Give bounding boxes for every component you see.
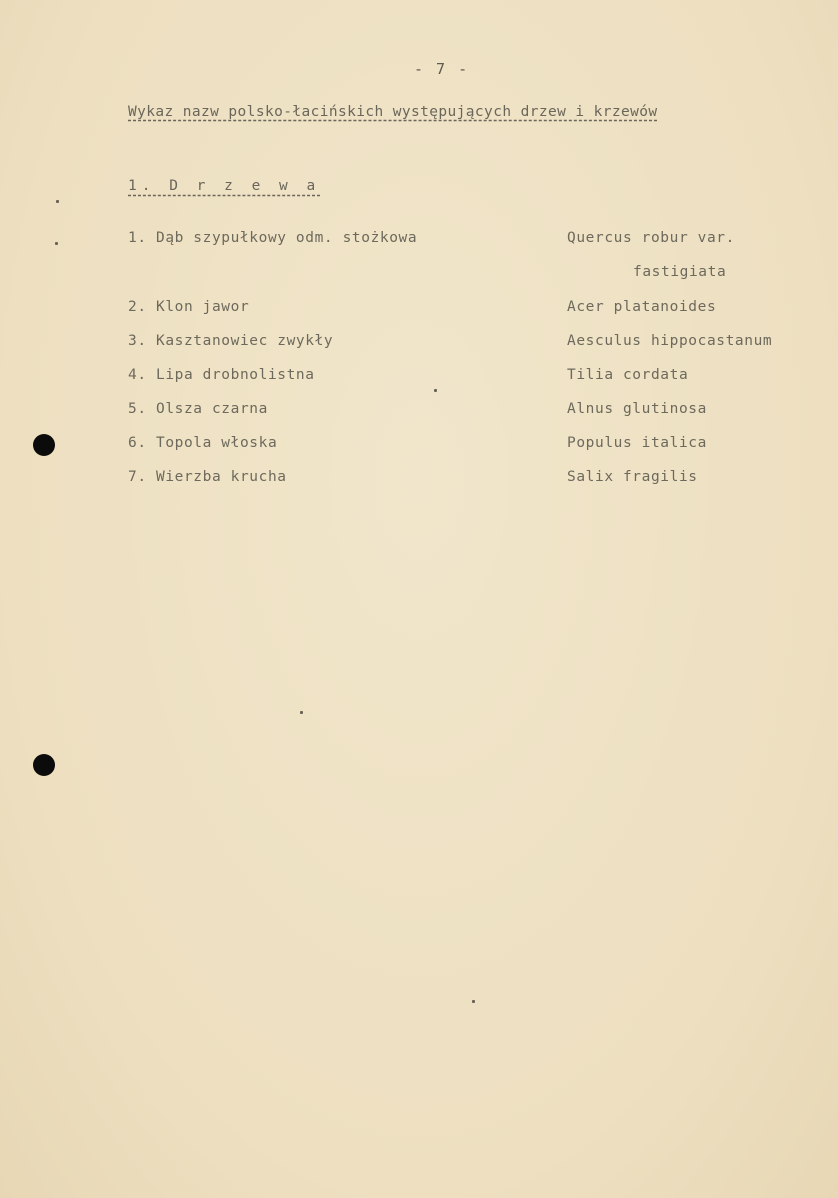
polish-name: 4. Lipa drobnolistna bbox=[128, 367, 315, 383]
list-item bbox=[0, 435, 838, 457]
paper-speck bbox=[472, 1000, 475, 1003]
polish-name: 7. Wierzba krucha bbox=[128, 469, 287, 485]
list-item bbox=[0, 230, 838, 252]
page-number: - 7 - bbox=[414, 60, 470, 78]
list-item-continuation bbox=[0, 264, 838, 286]
polish-name: 6. Topola włoska bbox=[128, 435, 278, 451]
latin-name-continuation: fastigiata bbox=[633, 264, 727, 280]
section-heading: 1. D r z e w a bbox=[128, 178, 321, 194]
latin-name: Tilia cordata bbox=[567, 367, 689, 383]
paper-speck bbox=[434, 389, 437, 392]
polish-name: 3. Kasztanowiec zwykły bbox=[128, 333, 334, 349]
latin-name: Populus italica bbox=[567, 435, 707, 451]
list-item bbox=[0, 333, 838, 355]
paper-speck bbox=[56, 200, 59, 203]
latin-name: Quercus robur var. bbox=[567, 230, 735, 246]
latin-name: Aesculus hippocastanum bbox=[567, 333, 773, 349]
latin-name: Alnus glutinosa bbox=[567, 401, 707, 417]
list-item bbox=[0, 299, 838, 321]
polish-name: 5. Olsza czarna bbox=[128, 401, 268, 417]
document-title: Wykaz nazw polsko-łacińskich występujących drzew i krzewów bbox=[128, 104, 658, 120]
punch-hole-top bbox=[33, 434, 55, 456]
list-item bbox=[0, 469, 838, 491]
latin-name: Salix fragilis bbox=[567, 469, 698, 485]
punch-hole-bottom bbox=[33, 754, 55, 776]
latin-name: Acer platanoides bbox=[567, 299, 717, 315]
list-item bbox=[0, 367, 838, 389]
polish-name: 1. Dąb szypułkowy odm. stożkowa bbox=[128, 230, 418, 246]
polish-name: 2. Klon jawor bbox=[128, 299, 250, 315]
list-item bbox=[0, 401, 838, 423]
paper-speck bbox=[55, 242, 58, 245]
paper-speck bbox=[300, 711, 303, 714]
